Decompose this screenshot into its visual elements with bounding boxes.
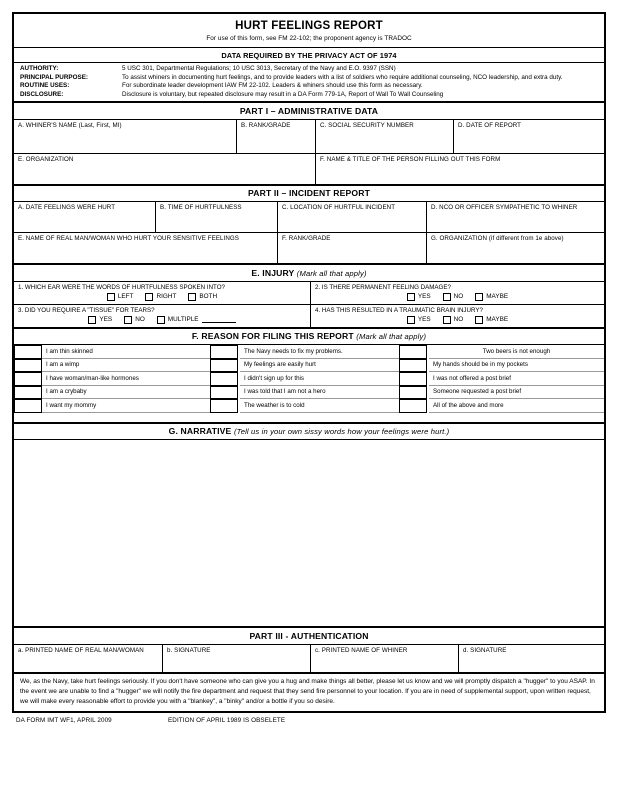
injury-question-2 [310,282,604,304]
checkbox-icon[interactable] [107,293,115,301]
injury-q1-option-right[interactable] [145,293,176,301]
injury-q1-option-both[interactable] [188,293,217,301]
signature-whiner-field[interactable] [458,645,604,672]
injury-q4-options [311,314,604,327]
injury-q2-option-no[interactable] [443,293,464,301]
location-of-incident-label: C. LOCATION OF HURTFUL INCIDENT [282,204,396,211]
injury-q2-text: 2. IS THERE PERMANENT FEELING DAMAGE? [315,283,451,291]
privacy-label: AUTHORITY: [20,65,59,72]
part3-row [14,645,604,672]
injury-question-3 [14,305,310,327]
form-footer [12,713,606,724]
checkbox-icon[interactable] [88,316,96,324]
narrative-textarea[interactable] [14,440,604,626]
offender-rank-grade-label: F. RANK/GRADE [282,235,331,242]
reason-label: I want my mommy [42,399,210,413]
reason-band [14,327,604,346]
whiner-name-field[interactable] [14,120,236,153]
reason-checkbox[interactable] [14,399,42,413]
offender-name-field[interactable] [14,233,277,263]
reason-checkbox[interactable] [14,372,42,386]
option-label: BOTH [199,293,218,300]
narrative-band-hint: (Tell us in your own sissy words how your feelings were hurt.) [233,427,450,436]
reason-checkbox[interactable] [14,386,42,400]
injury-q2-option-maybe[interactable] [475,293,508,301]
injury-q3-option-yes[interactable] [88,316,112,324]
privacy-label: ROUTINE USES: [20,82,70,89]
reason-checkbox[interactable] [210,359,238,373]
part1-row-1 [14,120,604,153]
reason-checkbox[interactable] [399,372,427,386]
reason-grid-spacer [14,413,604,422]
injury-q2-options [311,291,604,304]
injury-q4-option-maybe[interactable] [475,316,508,324]
reason-col3-checkboxes [399,345,429,413]
checkbox-icon[interactable] [475,316,483,324]
injury-q2-option-yes[interactable] [407,293,431,301]
offender-organization-field[interactable] [426,233,604,263]
reason-checkbox[interactable] [14,359,42,373]
reason-label: Two beers is not enough [429,345,604,359]
option-label: YES [417,316,431,323]
reason-checkbox[interactable] [210,386,238,400]
whiner-name-label: A. WHINER'S NAME [18,121,77,129]
reason-checkbox[interactable] [210,372,238,386]
part2-row-2 [14,232,604,263]
ssn-label: C. SOCIAL SECURITY NUMBER [320,121,414,129]
time-of-hurtfulness-field[interactable] [155,202,277,232]
privacy-row [14,91,604,100]
reason-label: I was not offered a post brief [429,372,604,386]
part1-band: PART I – ADMINISTRATIVE DATA [14,101,604,120]
option-label: YES [417,293,431,300]
reason-label: I am a crybaby [42,386,210,400]
reason-checkbox[interactable] [399,399,427,413]
reason-checkbox[interactable] [399,359,427,373]
reason-col3-labels [429,345,604,413]
injury-band [14,263,604,282]
checkbox-icon[interactable] [188,293,196,301]
date-of-report-field[interactable] [453,120,604,153]
reason-label: I didn't sign up for this [240,372,399,386]
privacy-label: DISCLOSURE: [20,90,64,98]
option-label: MAYBE [486,293,509,300]
reason-label: I was told that I am not a hero [240,386,399,400]
offender-organization-hint: (if different from 1e above) [488,235,564,242]
option-label: NO [135,316,145,323]
checkbox-icon[interactable] [407,293,415,301]
part3-band: PART III - AUTHENTICATION [14,626,604,645]
injury-q1-text: 1. WHICH EAR WERE THE WORDS OF HURTFULNESS SPOKEN INTO? [18,283,225,291]
part2-row-1 [14,202,604,232]
privacy-text: Disclosure is voluntary, but repeated disclosure may result in a DA Form 779-1A, Report of Wall To Wall Counseling [122,90,444,98]
option-label: YES [99,316,113,323]
form-id: DA FORM IMT WF1, APRIL 2009 [16,716,112,724]
reason-band-hint: (Mark all that apply) [356,332,427,341]
injury-row-2 [14,304,604,327]
privacy-text: 5 USC 301, Departmental Regulations; 10 USC 3013, Secretary of the Navy and E.O. 9397 (SSN) [122,65,396,72]
injury-question-1 [14,282,310,304]
rank-grade-label: B. RANK/GRADE [241,121,291,129]
narrative-band [14,422,604,441]
reason-col2-checkboxes [210,345,240,413]
offender-rank-grade-field[interactable] [277,233,426,263]
reason-checkbox[interactable] [210,399,238,413]
closing-note: We, as the Navy, take hurt feelings seriously. If you don't have someone who can give you a hug and make things all better, please let us know and we will promptly dispatch a "hugger" to you ASAP. In the event we are unable to find a "hugger" we will notify the fire department and request that they send fire personnel to your location. If you are in need of supplemental support, upon written request, we will make every reasonable effort to provide you with a "blankey", a "binky" and/or a bottle if you so desire. [14,672,604,711]
reason-label: I have woman/man-like hormones [42,372,210,386]
option-label: NO [453,316,464,323]
part2-band: PART II – INCIDENT REPORT [14,184,604,203]
injury-q3-text: 3. DID YOU REQUIRE A "TISSUE" FOR TEARS? [18,306,155,314]
multiple-count-input[interactable] [202,317,236,323]
filler-name-title-field[interactable] [315,154,604,184]
reason-label: I am thin skinned [42,345,210,359]
sympathetic-nco-field[interactable] [426,202,604,232]
privacy-row [14,82,604,91]
reason-label: All of the above and more [429,399,604,413]
reason-checkbox[interactable] [14,345,42,359]
injury-question-4 [310,305,604,327]
date-of-report-label: D. DATE OF REPORT [458,121,522,129]
reason-label: Someone requested a post brief [429,386,604,400]
privacy-row [14,65,604,74]
injury-band-hint: (Mark all that apply) [296,268,367,278]
injury-q3-options [14,314,310,327]
injury-q4-option-yes[interactable] [407,316,431,324]
organization-field[interactable] [14,154,315,184]
signature-whiner-label: d. SIGNATURE [463,646,507,654]
checkbox-icon[interactable] [124,316,132,324]
injury-q3-option-multiple[interactable] [157,316,236,324]
checkbox-icon[interactable] [407,316,415,324]
injury-band-title: E. INJURY [251,267,295,278]
printed-name-whiner-field[interactable] [310,645,458,672]
form-edition-note: EDITION OF APRIL 1989 IS OBSELETE [168,716,286,724]
ssn-field[interactable] [315,120,453,153]
date-feelings-hurt-field[interactable] [14,202,155,232]
part1-row-2 [14,153,604,184]
checkbox-icon[interactable] [157,316,165,324]
printed-name-real-person-label: a. PRINTED NAME OF REAL MAN/WOMAN [18,646,144,654]
reason-col1-checkboxes [14,345,42,413]
reason-checkbox[interactable] [210,345,238,359]
reason-checkbox[interactable] [399,345,427,359]
injury-q1-options [14,291,310,304]
reason-label: The weather is to cold [240,399,399,413]
option-label: MAYBE [486,316,509,323]
reason-col1-labels [42,345,210,413]
reason-label: The Navy needs to fix my problems. [240,345,399,359]
reason-band-title: F. REASON FOR FILING THIS REPORT [191,331,354,341]
narrative-band-title: G. NARRATIVE [168,426,232,436]
checkbox-icon[interactable] [475,293,483,301]
signature-real-person-field[interactable] [162,645,310,672]
form-title: HURT FEELINGS REPORT [235,20,383,32]
checkbox-icon[interactable] [145,293,153,301]
privacy-row [14,74,604,83]
whiner-name-hint: (Last, First, MI) [78,121,122,129]
injury-q4-option-no[interactable] [443,316,464,324]
sympathetic-nco-label: D. NCO OR OFFICER SYMPATHETIC TO WHINER [431,204,578,211]
option-label: NO [453,293,464,300]
privacy-act-band: DATA REQUIRED BY THE PRIVACY ACT OF 1974 [14,47,604,63]
form-header [14,14,604,47]
reason-checkbox-grid [14,345,604,413]
option-label: LEFT [117,293,134,300]
reason-checkbox[interactable] [399,386,427,400]
checkbox-icon[interactable] [443,316,451,324]
time-of-hurtfulness-label: B. TIME OF HURTFULNESS [160,204,242,211]
form-subtitle: For use of this form, see FM 22-102; the proponent agency is TRADOC [206,35,412,42]
date-feelings-hurt-label: A. DATE FEELINGS WERE HURT [18,204,116,211]
injury-q4-text: 4. HAS THIS RESULTED IN A TRAUMATIC BRAIN INJURY? [315,306,483,314]
privacy-text: To assist whiners in documenting hurt feelings, and to provide leaders with a list of soldiers who require additional counseling, NCO leadership, and extra duty. [122,73,563,81]
reason-label: My feelings are easily hurt [240,359,399,373]
offender-name-label: E. NAME OF REAL MAN/WOMAN WHO HURT YOUR SENSITIVE FEELINGS [18,235,240,242]
signature-real-person-label: b. SIGNATURE [167,646,211,654]
reason-col2-labels [240,345,399,413]
filler-name-title-label: F. NAME & TITLE OF THE PERSON FILLING OUT THIS FORM [320,155,501,163]
reason-label: I am a wimp [42,359,210,373]
option-label: MULTIPLE [167,316,199,323]
hurt-feelings-report-form [12,12,606,713]
location-of-incident-field[interactable] [277,202,426,232]
reason-label: My hands should be in my pockets [429,359,604,373]
privacy-act-section [14,63,604,101]
privacy-label: PRINCIPAL PURPOSE: [20,73,88,81]
printed-name-real-person-field[interactable] [14,645,162,672]
injury-q3-option-no[interactable] [124,316,145,324]
rank-grade-field[interactable] [236,120,315,153]
injury-q1-option-left[interactable] [107,293,134,301]
offender-organization-label: G. ORGANIZATION [431,235,488,242]
injury-row-1 [14,282,604,304]
organization-label: E. ORGANIZATION [18,155,74,163]
printed-name-whiner-label: c. PRINTED NAME OF WHINER [315,646,408,654]
option-label: RIGHT [156,293,177,300]
checkbox-icon[interactable] [443,293,451,301]
privacy-text: For subordinate leader development IAW FM 22-102. Leaders & whiners should use this form as necessary. [122,82,423,89]
